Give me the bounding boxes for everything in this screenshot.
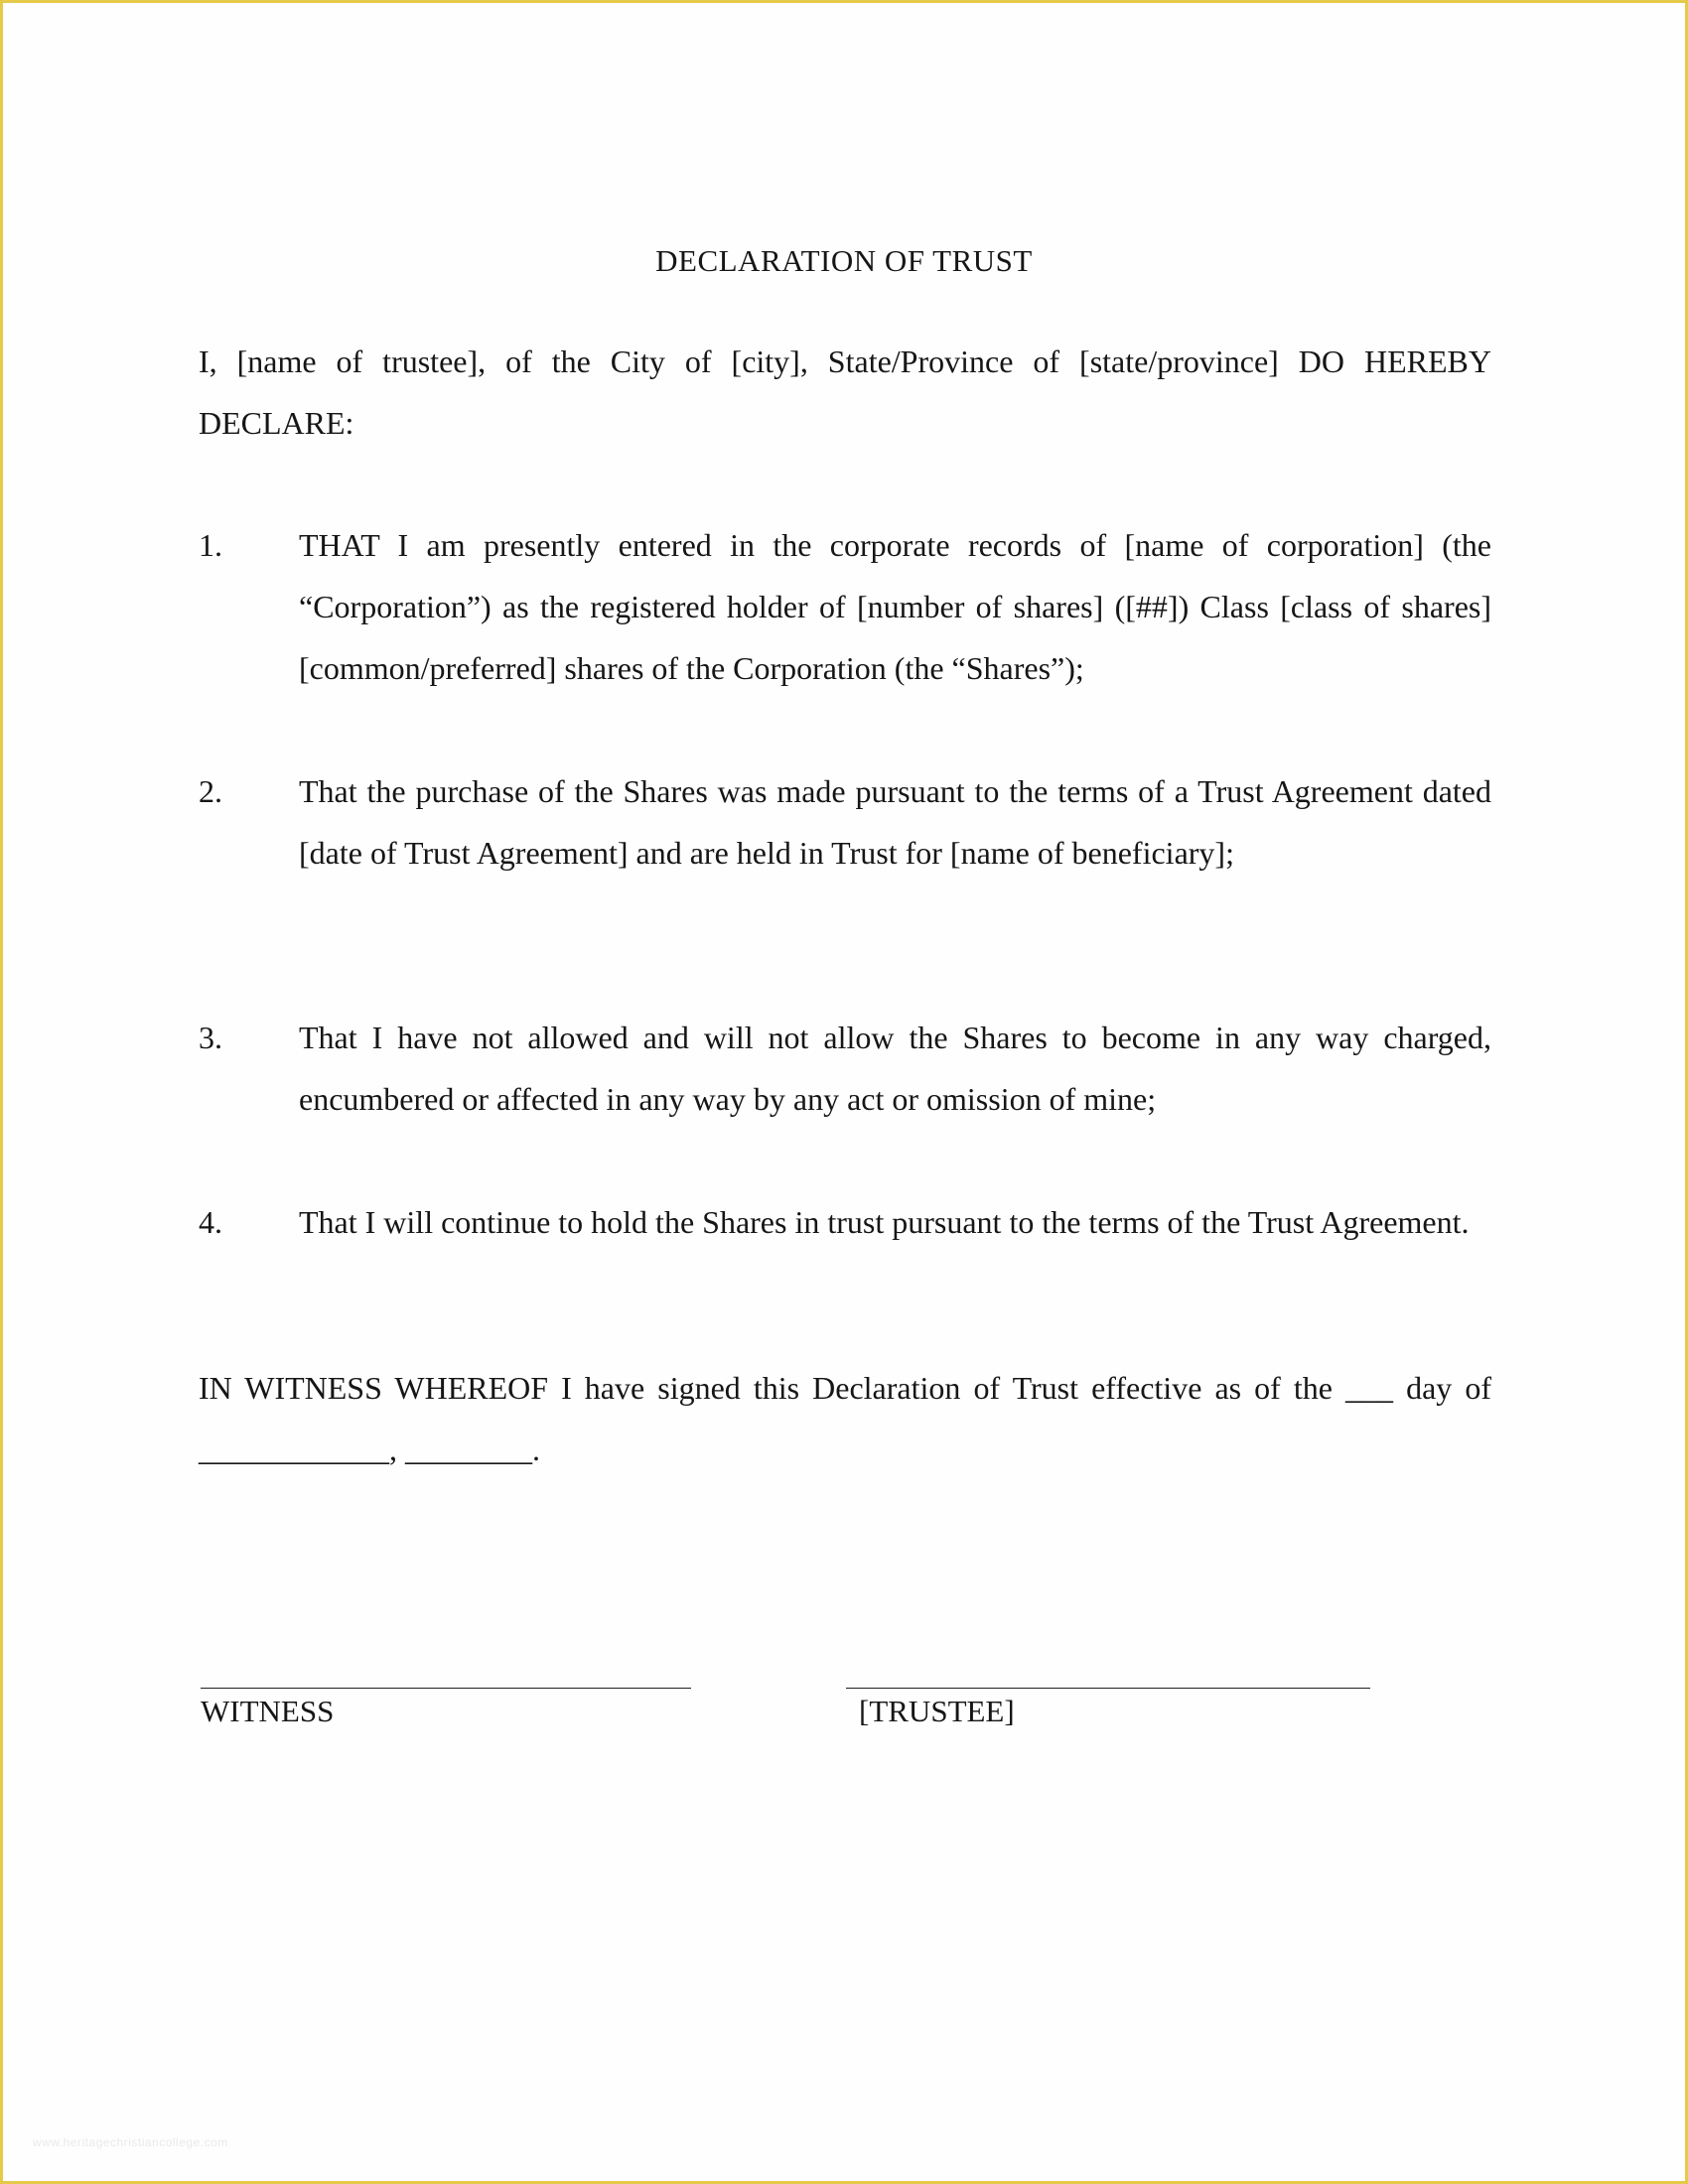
witness-label: WITNESS bbox=[201, 1694, 335, 1728]
watermark-text: www.heritagechristiancollege.com bbox=[33, 2135, 228, 2149]
clause-1 bbox=[199, 514, 1491, 699]
clause-3 bbox=[199, 1007, 1491, 1130]
intro-paragraph: I, [name of trustee], of the City of [city], State/Province of [state/province] DO HEREBY DECLARE: bbox=[199, 343, 1491, 441]
trustee-signature-line bbox=[846, 1688, 1370, 1689]
clause-text: THAT I am presently entered in the corporate records of [name of corporation] (the “Corporation”) as the registered holder of [number of shares] ([##]) Class [class of shares] [common/preferred] shares of the Corporation (the “Shares”); bbox=[299, 527, 1491, 686]
clause-text: That I have not allowed and will not allow the Shares to become in any way charged, encumbered or affected in any way by any act or omission of mine; bbox=[299, 1020, 1491, 1117]
witness-signature-line bbox=[201, 1688, 691, 1689]
clause-number: 3. bbox=[199, 1020, 222, 1055]
clause-4 bbox=[199, 1191, 1491, 1253]
clause-text: That the purchase of the Shares was made pursuant to the terms of a Trust Agreement dated [date of Trust Agreement] and are held in Trust for [name of beneficiary]; bbox=[299, 773, 1491, 871]
clause-2 bbox=[199, 760, 1491, 884]
clause-text: That I will continue to hold the Shares in trust pursuant to the terms of the Trust Agreement. bbox=[299, 1204, 1470, 1240]
clause-number: 4. bbox=[199, 1204, 222, 1240]
clause-number: 2. bbox=[199, 773, 222, 809]
trustee-label: [TRUSTEE] bbox=[859, 1694, 1015, 1728]
document-title: DECLARATION OF TRUST bbox=[655, 243, 1033, 278]
witness-clause: IN WITNESS WHEREOF I have signed this Declaration of Trust effective as of the ___ day of ____________, ________. bbox=[199, 1370, 1491, 1467]
clause-number: 1. bbox=[199, 527, 222, 563]
